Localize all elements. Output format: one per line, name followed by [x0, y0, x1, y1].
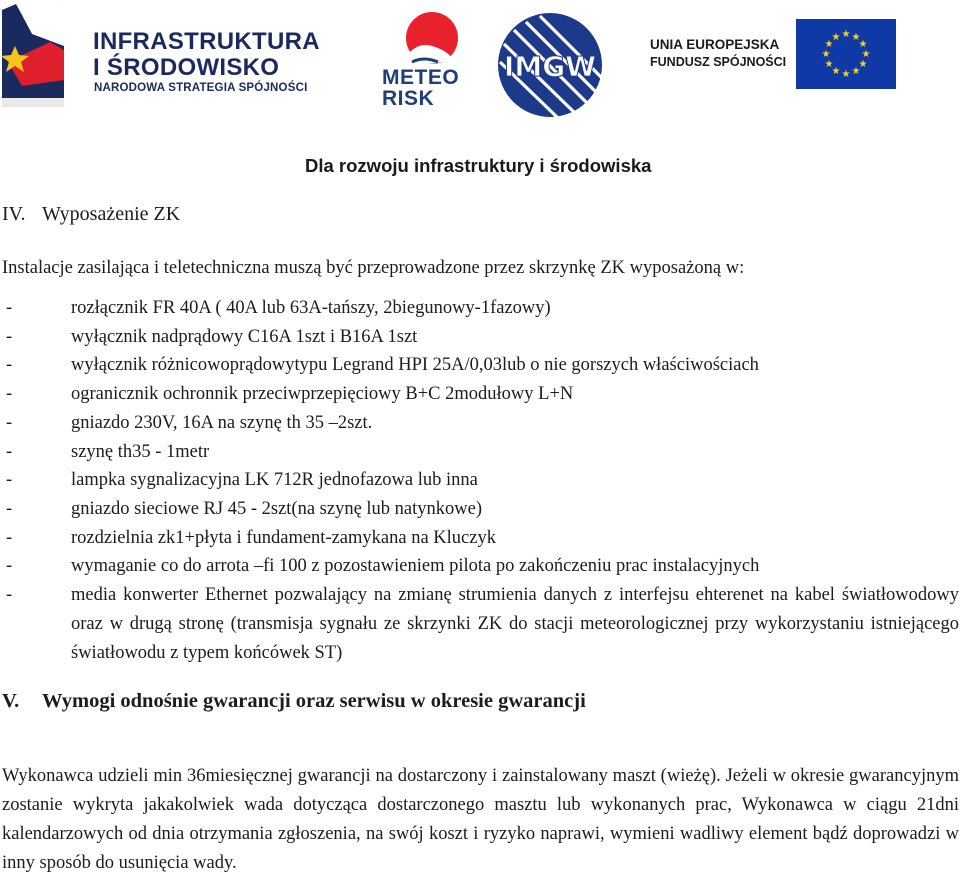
section-4-title-text: Wyposażenie ZK [42, 203, 181, 225]
list-item: - wyłącznik różnicowoprądowytypu Legrand HPI 25A/0,03lub o nie gorszych właściwościach [6, 355, 759, 376]
list-item: - rozdzielnia zk1+płyta i fundament-zamykana na Kluczyk [6, 527, 496, 548]
svg-text:★: ★ [861, 49, 871, 60]
svg-text:★: ★ [831, 66, 841, 77]
section-5-title-text: Wymogi odnośnie gwarancji oraz serwisu w okresie gwarancji [42, 690, 586, 712]
imgw-logo [496, 12, 604, 118]
svg-text:★: ★ [851, 32, 861, 43]
infrastruktura-logo-line2: I ŚRODOWISKO [93, 54, 280, 81]
section-5-number: V. [2, 690, 20, 712]
infrastruktura-logo-line1: INFRASTRUKTURA [93, 28, 320, 55]
svg-text:★: ★ [858, 59, 868, 70]
warranty-paragraph: Wykonawca udzieli min 36miesięcznej gwarancji na dostarczony i zainstalowany maszt (wieżę). Jeżeli w okresie gwarancyjnym zostanie wykryta jakakolwiek wada dotycząca dostarczonego masztu lub wykonanych prac, Wykonawca w ciągu 21dni kalendarzowych od dnia otrzymania zgłoszenia, na swój koszt i ryzyko naprawi, wymieni wadliwy element bądź doprowadzi w inny sposób do usunięcia wady. [2, 766, 959, 873]
equipment-list [0, 294, 960, 668]
svg-text:★: ★ [841, 29, 851, 40]
logo-strip [0, 0, 960, 115]
meteo-risk-drop-icon [402, 12, 458, 70]
meteo-risk-logo-line1: METEO [382, 66, 460, 89]
eu-logo-line1: UNIA EUROPEJSKA [650, 37, 780, 52]
list-item: - szynę th35 - 1metr [6, 441, 210, 462]
svg-text:★: ★ [831, 32, 841, 43]
section-5-title [2, 690, 586, 713]
section-4-title [2, 203, 180, 226]
svg-text:★: ★ [858, 39, 868, 50]
list-item: - gniazdo sieciowe RJ 45 - 2szt(na szynę lub natynkowe) [6, 498, 483, 519]
svg-text:★: ★ [851, 66, 861, 77]
list-item: - ogranicznik ochronnik przeciwprzepięciowy B+C 2modułowy L+N [6, 384, 574, 405]
list-item: - gniazdo 230V, 16A na szynę th 35 –2szt. [6, 412, 373, 433]
list-item: - media konwerter Ethernet pozwalający na zmianę strumienia danych z interfejsu ehterenet na kabel światłowodowy oraz w drugą stronę (transmisja sygnału ze skrzynki ZK do stacji meteorologicznej przy wykorzystaniu istniejącego światłowodu z typem końcówek ST) [6, 585, 959, 664]
list-item: - lampka sygnalizacyjna LK 712R jednofazowa lub inna [6, 470, 478, 491]
svg-text:IMGW: IMGW [503, 50, 597, 83]
header-heading: Dla rozwoju infrastruktury i środowiska [305, 155, 652, 176]
list-item: - wymaganie co do arrota –fi 100 z pozostawieniem pilota po zakończeniu prac instalacyjnych [6, 556, 760, 577]
list-item: - rozłącznik FR 40A ( 40A lub 63A-tańszy, 2biegunowy-1fazowy) [6, 298, 551, 318]
infrastruktura-flag-icon [2, 2, 72, 107]
section-4-intro: Instalacje zasilająca i teletechniczna muszą być przeprowadzone przez skrzynkę ZK wyposażoną w: [2, 258, 745, 278]
eu-flag-icon [796, 19, 896, 89]
svg-text:★: ★ [824, 39, 834, 50]
eu-logo-line2: FUNDUSZ SPÓJNOŚCI [650, 55, 787, 69]
svg-text:★: ★ [841, 69, 851, 80]
meteo-risk-logo-line2: RISK [382, 87, 435, 110]
list-item: - wyłącznik nadprądowy C16A 1szt i B16A 1szt [6, 326, 418, 347]
svg-text:★: ★ [821, 49, 831, 60]
infrastruktura-logo-subtitle: NARODOWA STRATEGIA SPÓJNOŚCI [94, 82, 308, 94]
section-4-number: IV. [2, 203, 26, 225]
svg-text:★: ★ [824, 59, 834, 70]
